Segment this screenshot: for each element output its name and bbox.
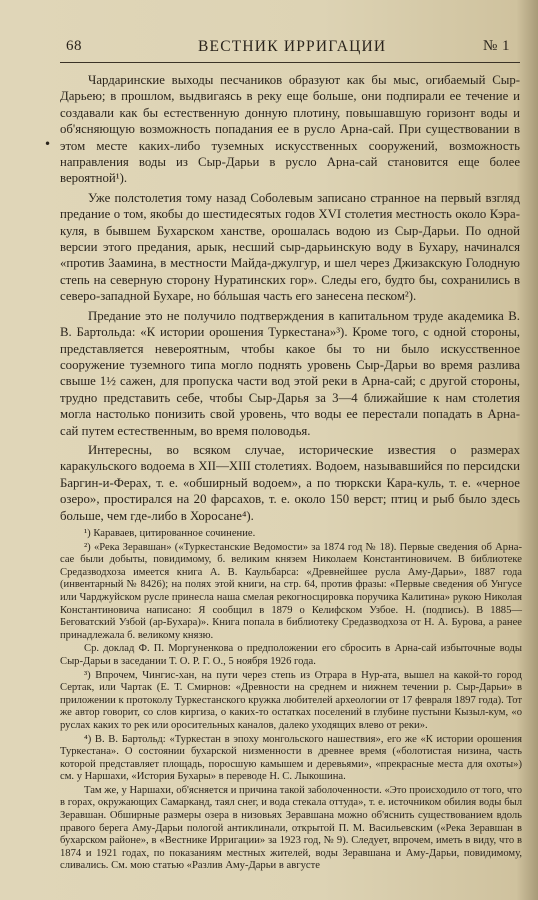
footnotes <box>60 528 522 874</box>
paragraph-4: Интересны, во всяком случае, исторические известия о размерах каракульского водоема в XII—XIII столетиях. Водоем, называвшийся по персидски Баргин-и-Ферах, т. е. «обширный водоем», а по тюркски Кара-куль, т. е. «черное озеро», простирался на 20 фарсахов, т. е. около 150 верст; птиц и рыб было здесь больше, чем где-либо в Хоросане⁴). <box>60 442 520 523</box>
page-number: 68 <box>66 38 82 54</box>
footnote-2-cont: Ср. доклад Ф. П. Моргуненкова о предположении его сбросить в Арна-сай избыточные воды Сыр-Дарьи в заседании Т. О. Р. Г. О., 5 ноября 1926 года. <box>60 643 522 667</box>
paragraph-3: Предание это не получило подтверждения в капитальном труде академика В. В. Бартольда: «К истории орошения Туркестана»³). Кроме того, с одной стороны, представляется невероятным, чтобы какое бы то ни было искусственное сооружение туземного типа могло поднять уровень Сыр-Дарьи во время разлива свыше 1½ сажен, для пропуска части вод этой реки в Арна-сай; с другой стороны, трудно представить себе, чтобы Сыр-Дарья за 3—4 ближайшие к нам столетия могла настолько понизить свой уровень, что воды ее перестали попадать в Арна-сай путем естественным, во время половодья. <box>60 308 520 438</box>
issue-number: № 1 <box>482 38 510 54</box>
margin-mark: • <box>44 137 52 151</box>
footnote-1: ¹) Караваев, цитированное сочинение. <box>84 528 256 539</box>
footnote-2: ²) «Река Зеравшан» («Туркестанские Ведомости» за 1874 год № 18). Первые сведения об Арна-сае были добыты, повидимому, б. великим князем Николаем Константиновичем. В библиотеке Средазводхоза имеется книга А. В. Каульбарса: «Древнейшее русла Аму-Дарьи», 1887 года (инвентарный № 8426); на полях этой книги, на стр. 64, против фразы: «Первые сведения об Унгусе или Чарджуйском русле принесла наша смелая рекогносцировка поручика Калитина» рукою Николая Константиновича написано: Я сообщил в 1879 о Келифском Узбое. Н. (подпись). В 1885—Беговатский Узбой (ар-Бухара)». Книга попала в библиотеку Средазводхоза от Н. А. Бурова, а ранее принадлежала б. великому князю. <box>60 541 522 641</box>
paragraph-1: Чардаринские выходы песчаников образуют как бы мыс, огибаемый Сыр-Дарьею; в прошлом, выдвигаясь в реку еще больше, они подпирали ее течение и создавали как бы естественную донную плотину, повышавшую горизонт воды и об'ясняющую возможность попадания ее в русло Арна-сай. При существовании в этом месте каких-либо туземных искусственных сооружений, возможность направления воды из Сыр-Дарьи в русло Арна-сай становится еще более вероятной¹). <box>60 73 520 186</box>
footnote-4-cont: Там же, у Наршахи, об'ясняется и причина такой заболоченности. «Это происходило от того, что в горах, окружающих Самарканд, таял снег, и вода стекала оттуда», т. е. источником обилия воды был Зеравшан. Обширные размеры озера в низовьях Зеравшана можно об'яснить существованием вдоль правого берега Аму-Дарьи пологой антиклинали, открытой П. М. Васильевским («Река Зеравшан в бухарском районе», в «Вестнике Ирригации» за 1923 год, № 9). Следует, впрочем, иметь в виду, что в 1874 и 1921 годах, по показаниям местных жителей, воды Зеравшана и Аму-Дарьи, повидимому, сливались. См. мою статью «Разлив Аму-Дарьи в августе <box>60 784 522 872</box>
paragraph-2: Уже полстолетия тому назад Соболевым записано странное на первый взгляд предание о том, якобы до шестидесятых годов XVI столетия местность около Кэра-куля, в бывшем Бухарском ханстве, орошалась водою из Сыр-Дарьи. По одной версии этого предания, арык, несший сыр-дарьинскую воду в Бухару, начинался «против Заамина, в местности Майда-джулгур, и шел через Джизакскую Голодную степь на северную сторону Нуратинских гор». Следы его, будто бы, сохранились в северо-западной Бухаре, но бóльшая часть его занесена песком²). <box>60 190 520 304</box>
journal-title: ВЕСТНИК ИРРИГАЦИИ <box>198 38 387 55</box>
footnote-4: ⁴) В. В. Бартольд: «Туркестан в эпоху монгольского нашествия», его же «К истории орошения Туркестана». О состоянии бухарской низменности в древнее время («болотистая низина, часть которой представляет площадь, поросшую камышем и деревьями», «прекрасные места для охоты») см. у Наршахи, «История Бухары» в переводе Н. С. Лыкошина. <box>60 733 522 783</box>
footnote-3: ³) Впрочем, Чингис-хан, на пути через степь из Отрара в Нур-ата, вышел на какой-то город Сертак, или Чартак (Е. Т. Смирнов: «Древности на среднем и нижнем течении р. Сыр-Дарьи» в приложении к протоколу Туркестанского кружка любителей археологии от 17 февраля 1897 года). Тот же автор говорит, со слов киргиза, о каких-то остатках поселений в глубине пустыни Кызыл-кум, «о руслах каких то рек или оросительных каналов, далеко уходящих влево от реки». <box>60 669 522 731</box>
running-header <box>50 38 518 60</box>
main-text <box>60 72 520 527</box>
header-rule <box>60 62 520 63</box>
